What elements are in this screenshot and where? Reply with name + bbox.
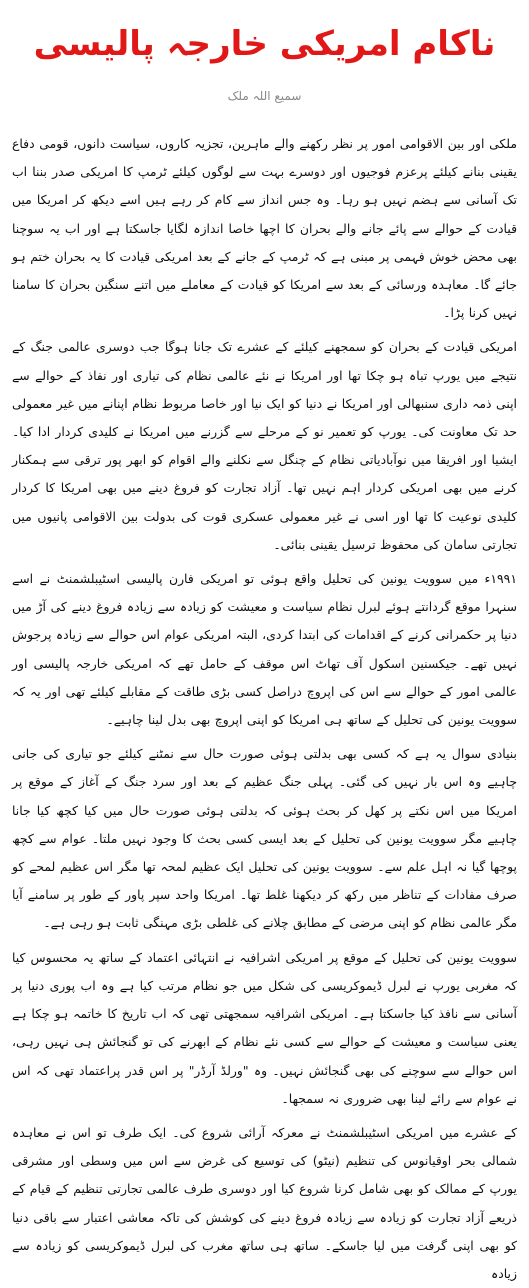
article-paragraph: سوویت یونین کی تحلیل کے موقع پر امریکی اشرافیہ نے انتہائی اعتماد کے ساتھ یہ محسوس کیا کہ مغربی یورپ نے لبرل ڈیموکریسی کی شکل میں جو نظام مرتب کیا ہے وہ اب پوری دنیا پر آسانی سے نافذ کیا جاسکتا ہے۔ امریکی اشرافیہ سمجھتی تھی کہ اب تاریخ کا خاتمہ ہو چکا ہے یعنی سیاست و معیشت کے حوالے سے کسی نئے نظام کے ابھرنے کی تو گنجائش ہی نہیں رہی، اس حوالے سے سوچنے کی بھی گنجائش نہیں۔ وہ "ورلڈ آرڈر" پر اس قدر پراعتماد تھی کہ اس نے عوام سے رائے لینا بھی ضروری نہ سمجھا۔	[12, 949, 517, 1106]
article-paragraph: بنیادی سوال یہ ہے کہ کسی بھی بدلتی ہوئی صورت حال سے نمٹنے کیلئے جو تیاری کی جانی چاہیے وہ اس بار نہیں کی گئی۔ پہلی جنگ عظیم کے بعد اور سرد جنگ کے آغاز کے موقع پر امریکا میں اس نکتے پر کھل کر بحث ہوئی کہ بدلتی ہوئی صورت حال میں کیا کچھ کیا جانا چاہیے مگر سوویت یونین کی تحلیل کے بعد ایسی کسی بحث کا وجود نہیں ملتا۔ عوام سے کچھ پوچھا گیا نہ اہل علم سے۔ سوویت یونین کی تحلیل ایک عظیم لمحہ تھا مگر اس عظیم لمحے کو صرف مفادات کے تناظر میں رکھ کر دیکھنا غلط تھا۔ امریکا واحد سپر پاور کے طور پر سامنے آیا مگر عالمی نظام کو اپنی مرضی کے مطابق چلانے کی غلطی بڑی مہنگی ثابت ہو رہی ہے۔	[12, 746, 517, 931]
article-paragraph: امریکی قیادت کے بحران کو سمجھنے کیلئے کے عشرے تک جانا ہوگا جب دوسری عالمی جنگ کے نتیجے میں یورپ تباہ ہو چکا تھا اور امریکا نے نئے عالمی نظام کی تیاری اور نفاذ کے حوالے سے اپنی ذمہ داری سنبھالی اور امریکا نے دنیا کو ایک نیا اور خاصا مربوط نظام اپنانے میں غیر معمولی حد تک معاونت کی۔ یورپ کو تعمیر نو کے مرحلے سے گزرنے میں امریکا نے کلیدی کردار ادا کیا۔ ایشیا اور افریقا میں نوآبادیاتی نظام کے چنگل سے نکلنے والے اقوام کو ابھر پور ترقی سے ہمکنار کرنے میں بھی امریکی کردار اہم نہیں تھا۔ آزاد تجارت کو فروغ دینے میں بھی امریکا کا کردار کلیدی نوعیت کا تھا اور اسی نے غیر معمولی عسکری قوت کی بدولت بین الاقوامی پانیوں میں تجارتی سامان کی محفوظ ترسیل یقینی بنائی۔	[12, 339, 517, 552]
author-byline: سمیع اللہ ملک	[227, 89, 302, 103]
article-paragraph: ١٩٩١ء میں سوویت یونین کی تحلیل واقع ہوئی تو امریکی فارن پالیسی اسٹیبلشمنٹ نے اسے سنہرا موقع گردانتے ہوئے لبرل نظام سیاست و معیشت کو زیادہ سے زیادہ فروغ دینے کی آڑ میں دنیا پر حکمرانی کرنے کے اقدامات کی ابتدا کردی، البتہ امریکی عوام اس حوالے سے زیادہ پرجوش نہیں تھے۔ جیکسنین اسکول آف تھاٹ اس موقف کے حامل تھے کہ امریکی خارجہ پالیسی اور عالمی امور کے حوالے سے اس کی اپروچ دراصل کسی بڑی طاقت کے مقابلے کیلئے تھی اور یہ کہ سوویت یونین کی تحلیل کے ساتھ ہی امریکا کو اپنی اپروچ بھی بدل لینا چاہیے۔	[12, 571, 517, 728]
article-body	[12, 130, 517, 1281]
article-paragraph: کے عشرے میں امریکی اسٹیبلشمنٹ نے معرکہ آرائی شروع کی۔ ایک طرف تو اس نے معاہدہ شمالی بحر اوقیانوس کی تنظیم (نیٹو) کی توسیع کی غرض سے اس میں وسطی اور مشرقی یورپ کے ممالک کو بھی شامل کرنا شروع کیا اور دوسری طرف عالمی تجارتی تنظیم کے قیام کے ذریعے آزاد تجارت کو زیادہ سے زیادہ فروغ دینے کی کوشش کی تاکہ معاشی اعتبار سے باقی دنیا کو بھی اپنی گرفت میں لیا جاسکے۔ ساتھ ہی ساتھ مغرب کی لبرل ڈیموکریسی کو زیادہ سے زیادہ	[12, 1124, 517, 1281]
article-paragraph: ملکی اور بین الاقوامی امور پر نظر رکھنے والے ماہرین، تجزیہ کاروں، سیاست دانوں، قومی دفاع یقینی بنانے کیلئے پرعزم فوجیوں اور دوسرے بہت سے لوگوں کیلئے ٹرمپ کا امریکی صدر بننا اب تک آسانی سے ہضم نہیں ہو رہا۔ وہ جس انداز سے کام کر رہے ہیں اسے دیکھ کر امریکا میں قیادت کے حوالے سے پائے جانے والے بحران کا اچھا خاصا اندازہ لگایا جاسکتا ہے اور اب یہ سوچنا بھی محض خوش فہمی پر مبنی ہے کہ ٹرمپ کے جانے کے بعد امریکی قیادت کا یہ بحران ختم ہو جائے گا۔ معاہدہ ورسائی کے بعد سے امریکا کو قیادت کے معاملے میں اتنے سنگین بحران کا سامنا نہیں کرنا پڑا۔	[12, 136, 517, 321]
article-headline: ناکام امریکی خارجہ پالیسی	[33, 24, 496, 64]
